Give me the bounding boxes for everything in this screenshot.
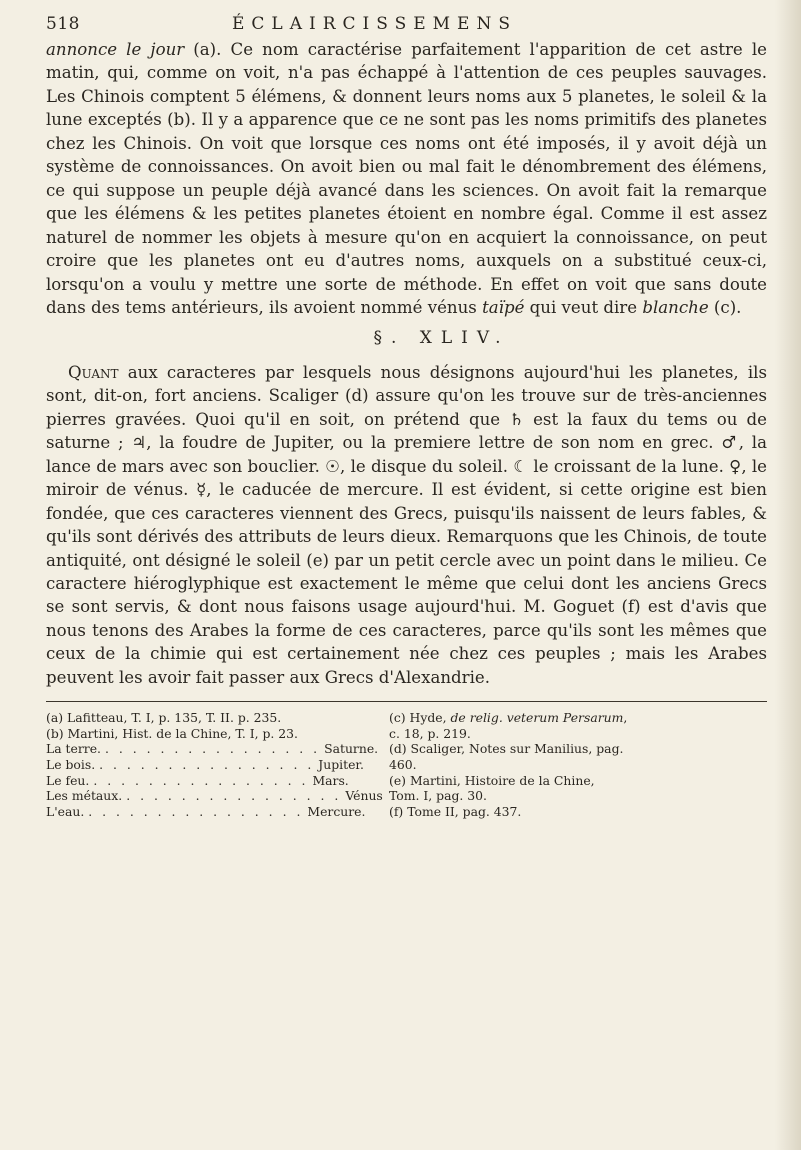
paragraph-1-run: qui veut dire — [524, 297, 643, 317]
footnote-c-author: (c) Hyde, — [389, 710, 451, 726]
element-name: L'eau. — [46, 803, 85, 819]
footnote-c-ref: c. 18, p. 219. — [389, 725, 471, 741]
running-head — [46, 12, 767, 38]
page-number: 518 — [46, 14, 80, 34]
footnote-e-ref: Tom. I, pag. 30. — [389, 788, 487, 804]
elements-row — [46, 803, 366, 820]
footnote-c — [389, 710, 767, 726]
elements-row — [46, 757, 364, 773]
footnote-c-comma: , — [623, 710, 628, 726]
elements-table — [46, 741, 383, 819]
paragraph-1 — [46, 38, 767, 319]
dot-leader: . . . . . . . . . . . . . . . . — [93, 772, 309, 788]
paragraph-1-run: annonce le jour — [46, 40, 185, 59]
elements-row — [46, 788, 383, 804]
paragraph-1-run: blanche — [642, 297, 709, 317]
paragraph-2-lead: Quant — [68, 362, 119, 382]
dot-leader: . . . . . . . . . . . . . . . . — [99, 757, 315, 773]
footnotes-left-column — [46, 710, 383, 819]
section-heading: §. XLIV. — [373, 328, 510, 349]
paragraph-2 — [46, 361, 767, 689]
paragraph-1-run: taïpé — [482, 297, 525, 317]
footnote-b: (b) Martini, Hist. de la Chine, T. I, p. 23. — [46, 725, 298, 741]
footnote-e: (e) Martini, Histoire de la Chine, — [389, 772, 595, 788]
paragraph-2-text: aux caracteres par lesquels nous désignons aujourd'hui les planetes, ils sont, dit-on, fort anciens. Scaliger (d) assure qu'on les trouve sur de très-anciennes pierres gravées. Quoi qu'il en soit, on prétend que ♄ est la faux du tems ou de saturne ; ♃, la foudre de Jupiter, ou la premiere lettre de son nom en grec. ♂, la lance de mars avec son bouclier. ☉, le disque du soleil. ☾ le croissant de la lune. ♀, le miroir de vénus. ☿, le caducée de mercure. Il est évident, si cette origine est bien fondée, que ces caracteres viennent des Grecs, puisqu'ils naissent de leurs fables, & qu'ils sont dérivés des attributs de leurs dieux. Remarquons que les Chinois, de toute antiquité, ont désigné le soleil (e) par un petit cercle avec un point dans le milieu. Ce caractere hiéroglyphique est exactement le même que celui dont les anciens Grecs se sont servis, & dont nous faisons usage aujourd'hui. M. Goguet (f) est d'avis que nous tenons des Arabes la forme de ces caracteres, parce qu'ils sont les mêmes que ceux de la chimie qui est certainement née chez ces peuples ; mais les Arabes peuvent les avoir fait passer aux Grecs d'Alexandrie. — [46, 362, 767, 687]
element-name: Le feu. — [46, 772, 90, 788]
footnote-d-ref: 460. — [389, 757, 417, 773]
dot-leader: . . . . . . . . . . . . . . . . — [88, 803, 304, 819]
element-planet: Mars. — [312, 772, 349, 788]
element-name: Le bois. — [46, 757, 96, 773]
paragraph-1-run: (a). Ce nom caractérise parfaitement l'apparition de cet astre le matin, qui, comme on voit, n'a pas échappé à l'attention de ces peuples sauvages. Les Chinois comptent 5 élémens, & donnent leurs noms aux 5 planetes, le soleil & la lune exceptés (b). Il y a apparence que ce ne sont pas les noms primitifs des planetes chez les Chinois. On voit que lorsque ces noms ont été imposés, il y avoit déjà un système de connoissances. On avoit bien ou mal fait le dénombrement des élémens, ce qui suppose un peuple déjà avancé dans les sciences. On avoit fait la remarque que les élémens & les petites planetes étoient en nombre égal. Comme il est assez naturel de nommer les objets à mesure qu'on en acquiert la connoissance, on peut croire que les planetes ont eu d'autres noms, auxquels on a substitué ceux-ci, lorsqu'on a voulu y mettre une sorte de méthode. En effet on voit que sans doute dans des tems antérieurs, ils avoient nommé vénus — [46, 40, 767, 317]
element-planet: Saturne. — [324, 741, 379, 757]
element-planet: Mercure. — [307, 803, 366, 819]
element-name: La terre. — [46, 741, 101, 757]
dot-leader: . . . . . . . . . . . . . . . . — [104, 741, 321, 757]
main-text — [46, 38, 767, 689]
footnote-c-title: de relig. veterum Persarum — [450, 710, 624, 726]
dot-leader: . . . . . . . . . . . . . . . . — [126, 788, 342, 804]
element-planet: Jupiter. — [318, 757, 364, 773]
elements-row — [46, 772, 349, 789]
element-planet: Vénus — [345, 788, 383, 804]
footnotes-right-column — [389, 710, 767, 819]
footnotes — [46, 710, 767, 819]
element-name: Les métaux. — [46, 788, 123, 804]
footnote-f: (f) Tome II, pag. 437. — [389, 803, 522, 819]
elements-row — [46, 741, 379, 757]
footnote-d: (d) Scaliger, Notes sur Manilius, pag. — [389, 741, 624, 757]
footnote-rule — [46, 701, 767, 702]
running-title: ÉCLAIRCISSEMENS — [232, 14, 517, 34]
page-edge-shadow — [775, 0, 801, 1150]
paragraph-1-run: (c). — [708, 297, 742, 317]
footnote-a: (a) Lafitteau, T. I, p. 135, T. II. p. 235. — [46, 710, 282, 726]
